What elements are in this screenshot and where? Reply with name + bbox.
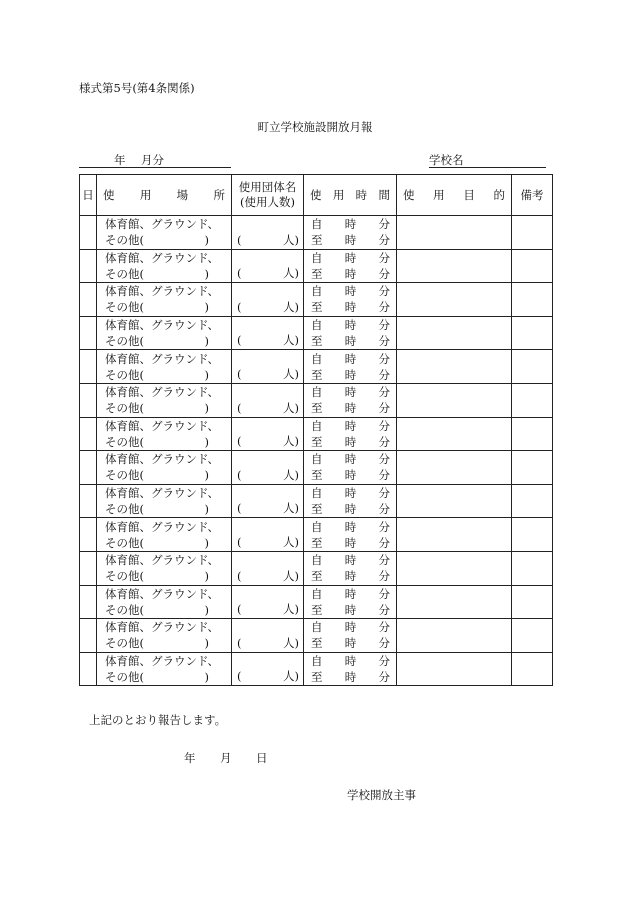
report-table-body (80, 216, 553, 686)
minute-label: 分 (378, 318, 390, 333)
group-count-open: ( (237, 232, 242, 247)
header-purpose-char: 使 (403, 188, 415, 202)
place-other-close: ) (204, 502, 209, 517)
time-to-label: 至 (311, 670, 323, 685)
time-cell[interactable] (304, 417, 397, 451)
form-number: 様式第5号(第4条関係) (79, 81, 195, 95)
hour-label: 時 (344, 233, 357, 248)
hour-label: 時 (344, 351, 357, 366)
table-row (80, 249, 553, 283)
minute-label: 分 (378, 434, 390, 449)
hour-label: 時 (344, 284, 357, 299)
time-to-label: 至 (311, 434, 323, 449)
time-to-label: 至 (311, 401, 323, 416)
header-place-char: 使 (103, 188, 115, 202)
place-options: 体育館、グラウンド、 (105, 318, 219, 333)
minute-label: 分 (378, 502, 390, 517)
minute-label: 分 (378, 636, 390, 651)
time-cell[interactable] (304, 551, 397, 585)
hour-label: 時 (344, 486, 357, 501)
group-count-open: ( (237, 400, 242, 415)
signature-label: 学校開放主事 (347, 788, 416, 802)
hour-label: 時 (344, 318, 357, 333)
place-cell[interactable] (97, 417, 232, 451)
hour-label: 時 (344, 620, 357, 635)
purpose-cell[interactable] (397, 216, 512, 250)
table-row (80, 518, 553, 552)
time-cell[interactable] (304, 518, 397, 552)
place-options: 体育館、グラウンド、 (105, 553, 219, 568)
hour-label: 時 (344, 535, 357, 550)
group-cell[interactable] (232, 518, 304, 552)
group-count-open: ( (237, 568, 242, 583)
group-count-close: 人) (283, 501, 299, 516)
purpose-cell[interactable] (397, 417, 512, 451)
group-count-open: ( (237, 534, 242, 549)
time-cell[interactable] (304, 585, 397, 619)
purpose-cell[interactable] (397, 316, 512, 350)
place-other-close: ) (204, 334, 209, 349)
place-other-open: その他( (105, 468, 144, 483)
minute-label: 分 (378, 486, 390, 501)
minute-label: 分 (378, 586, 390, 601)
group-cell[interactable] (232, 249, 304, 283)
day-cell[interactable] (80, 585, 97, 619)
place-options: 体育館、グラウンド、 (105, 385, 219, 400)
place-other-close: ) (204, 401, 209, 416)
group-count-open: ( (237, 434, 242, 449)
day-cell[interactable] (80, 417, 97, 451)
time-to-label: 至 (311, 502, 323, 517)
hour-label: 時 (344, 502, 357, 517)
place-options: 体育館、グラウンド、 (105, 284, 219, 299)
table-row (80, 350, 553, 384)
period-year-label: 年 (114, 153, 126, 167)
time-cell[interactable] (304, 484, 397, 518)
minute-label: 分 (378, 602, 390, 617)
time-from-label: 自 (311, 351, 323, 366)
group-count-close: 人) (283, 635, 299, 650)
header-purpose (397, 175, 512, 216)
period-month-label: 月分 (141, 153, 164, 167)
remarks-cell[interactable] (512, 383, 553, 417)
minute-label: 分 (378, 401, 390, 416)
time-cell[interactable] (304, 216, 397, 250)
remarks-cell[interactable] (512, 216, 553, 250)
day-cell[interactable] (80, 216, 97, 250)
hour-label: 時 (344, 418, 357, 433)
group-count-close: 人) (283, 366, 299, 381)
time-from-label: 自 (311, 654, 323, 669)
purpose-cell[interactable] (397, 585, 512, 619)
header-group-line2: (使用人数) (240, 195, 295, 209)
purpose-cell[interactable] (397, 350, 512, 384)
place-options: 体育館、グラウンド、 (105, 217, 219, 232)
minute-label: 分 (378, 233, 390, 248)
group-count-close: 人) (283, 602, 299, 617)
time-to-label: 至 (311, 300, 323, 315)
place-cell[interactable] (97, 350, 232, 384)
minute-label: 分 (378, 250, 390, 265)
time-from-label: 自 (311, 250, 323, 265)
header-time-char: 間 (378, 188, 390, 202)
group-count-close: 人) (283, 434, 299, 449)
minute-label: 分 (378, 300, 390, 315)
time-from-label: 自 (311, 452, 323, 467)
header-time (304, 175, 397, 216)
minute-label: 分 (378, 385, 390, 400)
time-from-label: 自 (311, 284, 323, 299)
group-cell[interactable] (232, 585, 304, 619)
day-cell[interactable] (80, 652, 97, 686)
place-options: 体育館、グラウンド、 (105, 250, 219, 265)
place-cell[interactable] (97, 619, 232, 653)
day-cell[interactable] (80, 484, 97, 518)
group-count-open: ( (237, 467, 242, 482)
minute-label: 分 (378, 418, 390, 433)
remarks-cell[interactable] (512, 619, 553, 653)
group-count-open: ( (237, 501, 242, 516)
document-title: 町立学校施設開放月報 (257, 120, 373, 134)
time-from-label: 自 (311, 553, 323, 568)
hour-label: 時 (344, 300, 357, 315)
remarks-cell[interactable] (512, 249, 553, 283)
table-row (80, 383, 553, 417)
table-row (80, 585, 553, 619)
place-other-open: その他( (105, 636, 144, 651)
place-other-close: ) (204, 266, 209, 281)
place-other-open: その他( (105, 233, 144, 248)
minute-label: 分 (378, 535, 390, 550)
hour-label: 時 (344, 434, 357, 449)
time-cell[interactable] (304, 350, 397, 384)
purpose-cell[interactable] (397, 451, 512, 485)
header-place (97, 175, 232, 216)
place-options: 体育館、グラウンド、 (105, 452, 219, 467)
day-cell[interactable] (80, 316, 97, 350)
day-cell[interactable] (80, 283, 97, 317)
day-cell[interactable] (80, 383, 97, 417)
hour-label: 時 (344, 586, 357, 601)
minute-label: 分 (378, 217, 390, 232)
hour-label: 時 (344, 670, 357, 685)
header-place-char: 場 (176, 188, 189, 202)
purpose-cell[interactable] (397, 619, 512, 653)
header-group-line1: 使用団体名 (238, 180, 297, 194)
group-cell[interactable] (232, 283, 304, 317)
purpose-cell[interactable] (397, 484, 512, 518)
hour-label: 時 (344, 519, 357, 534)
day-cell[interactable] (80, 249, 97, 283)
table-row (80, 316, 553, 350)
day-cell[interactable] (80, 451, 97, 485)
place-other-close: ) (204, 367, 209, 382)
time-to-label: 至 (311, 535, 323, 550)
place-cell[interactable] (97, 316, 232, 350)
time-to-label: 至 (311, 602, 323, 617)
header-time-char: 用 (332, 188, 345, 202)
place-cell[interactable] (97, 249, 232, 283)
time-to-label: 至 (311, 233, 323, 248)
date-day-label: 日 (256, 751, 268, 765)
header-group (232, 175, 304, 216)
place-other-close: ) (204, 535, 209, 550)
purpose-cell[interactable] (397, 383, 512, 417)
header-place-char: 所 (213, 188, 225, 202)
group-cell[interactable] (232, 316, 304, 350)
minute-label: 分 (378, 452, 390, 467)
place-cell[interactable] (97, 383, 232, 417)
hour-label: 時 (344, 217, 357, 232)
minute-label: 分 (378, 670, 390, 685)
purpose-cell[interactable] (397, 551, 512, 585)
header-time-char: 使 (310, 188, 322, 202)
minute-label: 分 (378, 266, 390, 281)
table-row (80, 652, 553, 686)
minute-label: 分 (378, 351, 390, 366)
hour-label: 時 (344, 266, 357, 281)
time-to-label: 至 (311, 334, 323, 349)
group-count-open: ( (237, 266, 242, 281)
place-cell[interactable] (97, 585, 232, 619)
minute-label: 分 (378, 284, 390, 299)
place-options: 体育館、グラウンド、 (105, 654, 219, 669)
header-remarks: 備考 (512, 175, 553, 216)
group-count-close: 人) (283, 299, 299, 314)
table-row (80, 216, 553, 250)
place-other-open: その他( (105, 502, 144, 517)
hour-label: 時 (344, 636, 357, 651)
group-count-open: ( (237, 602, 242, 617)
school-name-field (429, 152, 546, 168)
time-from-label: 自 (311, 217, 323, 232)
day-cell[interactable] (80, 518, 97, 552)
minute-label: 分 (378, 334, 390, 349)
remarks-cell[interactable] (512, 350, 553, 384)
place-other-close: ) (204, 569, 209, 584)
place-other-open: その他( (105, 569, 144, 584)
group-cell[interactable] (232, 551, 304, 585)
closing-text: 上記のとおり報告します。 (89, 713, 227, 727)
group-cell[interactable] (232, 417, 304, 451)
hour-label: 時 (344, 401, 357, 416)
place-cell[interactable] (97, 484, 232, 518)
place-cell[interactable] (97, 551, 232, 585)
time-cell[interactable] (304, 316, 397, 350)
place-cell[interactable] (97, 518, 232, 552)
hour-label: 時 (344, 569, 357, 584)
group-cell[interactable] (232, 451, 304, 485)
group-count-close: 人) (283, 467, 299, 482)
hour-label: 時 (344, 367, 357, 382)
hour-label: 時 (344, 250, 357, 265)
group-count-close: 人) (283, 232, 299, 247)
remarks-cell[interactable] (512, 316, 553, 350)
time-from-label: 自 (311, 318, 323, 333)
place-other-close: ) (204, 434, 209, 449)
group-count-open: ( (237, 299, 242, 314)
group-cell[interactable] (232, 383, 304, 417)
hour-label: 時 (344, 468, 357, 483)
remarks-cell[interactable] (512, 283, 553, 317)
remarks-cell[interactable] (512, 484, 553, 518)
time-from-label: 自 (311, 519, 323, 534)
header-purpose-char: 目 (463, 188, 475, 202)
group-count-open: ( (237, 669, 242, 684)
school-name-label: 学校名 (429, 153, 464, 167)
place-other-open: その他( (105, 266, 144, 281)
place-options: 体育館、グラウンド、 (105, 486, 219, 501)
group-cell[interactable] (232, 216, 304, 250)
place-options: 体育館、グラウンド、 (105, 620, 219, 635)
group-cell[interactable] (232, 484, 304, 518)
time-from-label: 自 (311, 586, 323, 601)
hour-label: 時 (344, 334, 357, 349)
minute-label: 分 (378, 620, 390, 635)
time-from-label: 自 (311, 486, 323, 501)
table-row (80, 619, 553, 653)
place-cell[interactable] (97, 652, 232, 686)
place-other-open: その他( (105, 367, 144, 382)
remarks-cell[interactable] (512, 451, 553, 485)
time-cell[interactable] (304, 451, 397, 485)
group-count-open: ( (237, 635, 242, 650)
group-cell[interactable] (232, 350, 304, 384)
place-options: 体育館、グラウンド、 (105, 519, 219, 534)
time-from-label: 自 (311, 385, 323, 400)
table-row (80, 451, 553, 485)
minute-label: 分 (378, 569, 390, 584)
hour-label: 時 (344, 452, 357, 467)
time-cell[interactable] (304, 383, 397, 417)
time-cell[interactable] (304, 652, 397, 686)
header-day: 日 (80, 175, 97, 216)
group-count-open: ( (237, 366, 242, 381)
table-row (80, 484, 553, 518)
minute-label: 分 (378, 519, 390, 534)
place-other-close: ) (204, 636, 209, 651)
period-field (79, 152, 231, 168)
remarks-cell[interactable] (512, 551, 553, 585)
purpose-cell[interactable] (397, 518, 512, 552)
minute-label: 分 (378, 654, 390, 669)
group-count-open: ( (237, 333, 242, 348)
remarks-cell[interactable] (512, 652, 553, 686)
header-purpose-char: 的 (493, 188, 505, 202)
group-count-close: 人) (283, 266, 299, 281)
date-month-label: 月 (220, 751, 232, 765)
report-table (79, 174, 553, 686)
time-cell[interactable] (304, 619, 397, 653)
header-purpose-char: 用 (433, 188, 445, 202)
place-other-open: その他( (105, 670, 144, 685)
header-time-char: 時 (355, 188, 368, 202)
place-other-open: その他( (105, 434, 144, 449)
day-cell[interactable] (80, 350, 97, 384)
purpose-cell[interactable] (397, 652, 512, 686)
time-cell[interactable] (304, 283, 397, 317)
purpose-cell[interactable] (397, 249, 512, 283)
place-cell[interactable] (97, 216, 232, 250)
table-row (80, 283, 553, 317)
table-header-row (80, 175, 553, 216)
time-to-label: 至 (311, 367, 323, 382)
time-cell[interactable] (304, 249, 397, 283)
header-place-char: 用 (139, 188, 152, 202)
minute-label: 分 (378, 553, 390, 568)
remarks-cell[interactable] (512, 518, 553, 552)
hour-label: 時 (344, 553, 357, 568)
place-options: 体育館、グラウンド、 (105, 586, 219, 601)
minute-label: 分 (378, 468, 390, 483)
place-other-close: ) (204, 300, 209, 315)
place-options: 体育館、グラウンド、 (105, 351, 219, 366)
day-cell[interactable] (80, 619, 97, 653)
place-other-close: ) (204, 602, 209, 617)
group-count-close: 人) (283, 400, 299, 415)
time-to-label: 至 (311, 636, 323, 651)
place-other-close: ) (204, 468, 209, 483)
purpose-cell[interactable] (397, 283, 512, 317)
hour-label: 時 (344, 602, 357, 617)
group-count-close: 人) (283, 669, 299, 684)
minute-label: 分 (378, 367, 390, 382)
remarks-cell[interactable] (512, 417, 553, 451)
place-cell[interactable] (97, 451, 232, 485)
group-count-close: 人) (283, 333, 299, 348)
day-cell[interactable] (80, 551, 97, 585)
time-to-label: 至 (311, 266, 323, 281)
hour-label: 時 (344, 654, 357, 669)
place-options: 体育館、グラウンド、 (105, 418, 219, 433)
place-other-open: その他( (105, 535, 144, 550)
group-count-close: 人) (283, 568, 299, 583)
group-cell[interactable] (232, 619, 304, 653)
table-row (80, 551, 553, 585)
group-count-close: 人) (283, 534, 299, 549)
group-cell[interactable] (232, 652, 304, 686)
place-other-open: その他( (105, 300, 144, 315)
place-other-open: その他( (105, 334, 144, 349)
remarks-cell[interactable] (512, 585, 553, 619)
place-other-close: ) (204, 233, 209, 248)
hour-label: 時 (344, 385, 357, 400)
time-from-label: 自 (311, 620, 323, 635)
place-other-close: ) (204, 670, 209, 685)
place-cell[interactable] (97, 283, 232, 317)
table-row (80, 417, 553, 451)
time-from-label: 自 (311, 418, 323, 433)
place-other-open: その他( (105, 602, 144, 617)
time-to-label: 至 (311, 468, 323, 483)
place-other-open: その他( (105, 401, 144, 416)
date-year-label: 年 (184, 751, 196, 765)
time-to-label: 至 (311, 569, 323, 584)
